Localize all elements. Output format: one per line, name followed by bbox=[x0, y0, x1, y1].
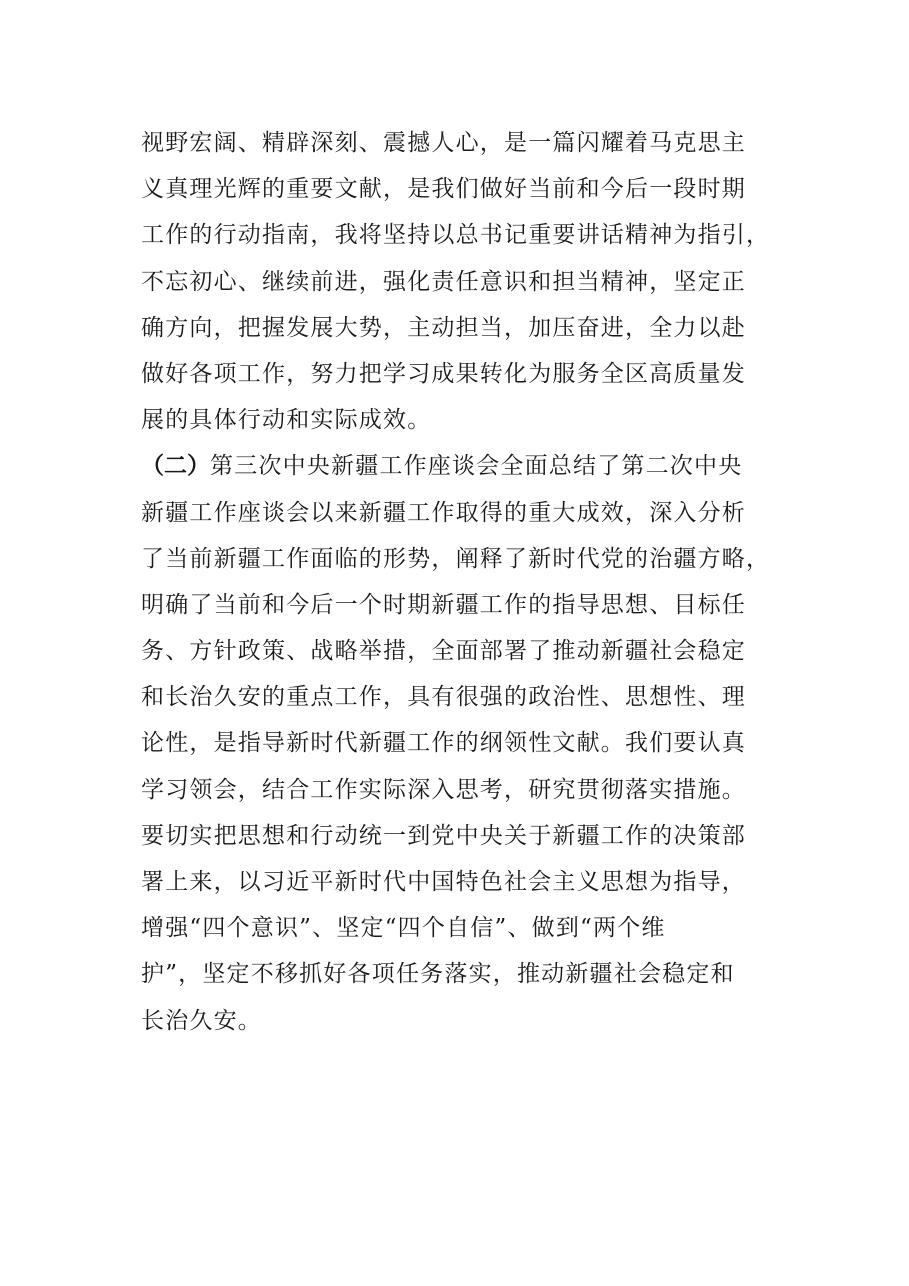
text-line: 了当前新疆工作面临的形势，阐释了新时代党的治疆方略， bbox=[141, 545, 771, 572]
text-line: 和长治久安的重点工作，具有很强的政治性、思想性、理 bbox=[141, 684, 746, 711]
text-line: 视野宏阔、精辟深刻、震撼人心，是一篇闪耀着马克思主 bbox=[141, 130, 746, 156]
text-line: 展的具体行动和实际成效。 bbox=[141, 407, 432, 434]
text-line: 署上来，以习近平新时代中国特色社会主义思想为指导， bbox=[141, 869, 746, 895]
text-line: 做好各项工作，努力把学习成果转化为服务全区高质量发 bbox=[141, 360, 746, 387]
document-body bbox=[141, 120, 781, 1044]
text-line: 务、方针政策、战略举措，全面部署了推动新疆社会稳定 bbox=[141, 638, 746, 665]
text-line: 明确了当前和今后一个时期新疆工作的指导思想、目标任 bbox=[141, 591, 746, 618]
text-line: 义真理光辉的重要文献，是我们做好当前和今后一段时期 bbox=[141, 176, 746, 203]
text-line: 要切实把思想和行动统一到党中央关于新疆工作的决策部 bbox=[141, 822, 746, 849]
section-first-line-text: 第三次中央新疆工作座谈会全面总结了第二次中央 bbox=[210, 453, 743, 480]
text-line: 长治久安。 bbox=[141, 1007, 262, 1034]
section-number: （二） bbox=[141, 453, 210, 480]
section-heading-line bbox=[141, 443, 781, 489]
text-line: 学习领会，结合工作实际深入思考，研究贯彻落实措施。 bbox=[141, 776, 746, 803]
text-line: 论性，是指导新时代新疆工作的纲领性文献。我们要认真 bbox=[141, 730, 746, 757]
text-line: 确方向，把握发展大势，主动担当，加压奋进，全力以赴 bbox=[141, 314, 746, 341]
text-line: 护”，坚定不移抓好各项任务落实，推动新疆社会稳定和 bbox=[141, 961, 735, 988]
text-line: 增强“四个意识”、坚定“四个自信”、做到“两个维 bbox=[141, 915, 666, 942]
text-line: 工作的行动指南，我将坚持以总书记重要讲话精神为指引， bbox=[141, 222, 771, 249]
text-line: 不忘初心、继续前进，强化责任意识和担当精神，坚定正 bbox=[141, 268, 746, 295]
text-line: 新疆工作座谈会以来新疆工作取得的重大成效，深入分析 bbox=[141, 499, 746, 526]
